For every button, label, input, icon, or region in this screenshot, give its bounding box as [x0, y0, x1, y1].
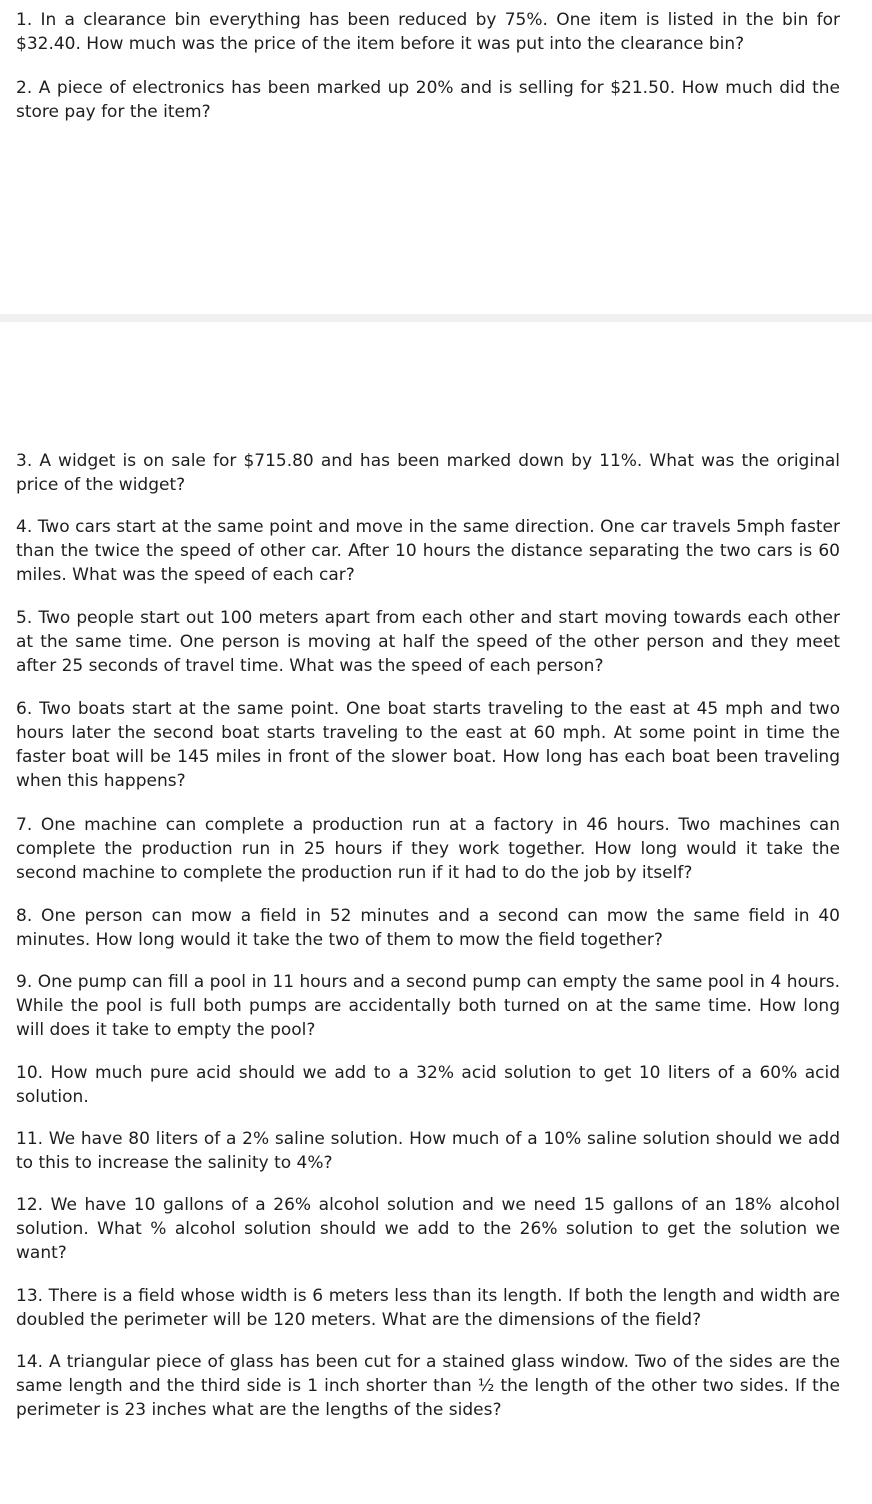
page-separator [0, 314, 872, 322]
problem-10: 10. How much pure acid should we add to a 32% acid solution to get 10 liters of a 60% acid solution. [16, 1063, 840, 1107]
problem-4: 4. Two cars start at the same point and move in the same direction. One car travels 5mph faster than the twice the speed of other car. After 10 hours the distance separating the two cars is 60 miles. What was the speed of each car? [16, 517, 840, 585]
problem-8: 8. One person can mow a field in 52 minutes and a second can mow the same field in 40 minutes. How long would it take the two of them to mow the field together? [16, 906, 840, 950]
problem-2: 2. A piece of electronics has been marked up 20% and is selling for $21.50. How much did the store pay for the item? [16, 78, 840, 122]
problem-14: 14. A triangular piece of glass has been cut for a stained glass window. Two of the sides are the same length and the third side is 1 inch shorter than ½ the length of the other two sides. If the perimeter is 23 inches what are the lengths of the sides? [16, 1352, 840, 1420]
worksheet-page-2 [0, 322, 872, 1504]
problem-6: 6. Two boats start at the same point. One boat starts traveling to the east at 45 mph and two hours later the second boat starts traveling to the east at 60 mph. At some point in time the faster boat will be 145 miles in front of the slower boat. How long has each boat been traveling when this happens? [16, 699, 840, 791]
problem-3: 3. A widget is on sale for $715.80 and has been marked down by 11%. What was the original price of the widget? [16, 451, 840, 495]
problem-12: 12. We have 10 gallons of a 26% alcohol solution and we need 15 gallons of an 18% alcohol solution. What % alcohol solution should we add to the 26% solution to get the solution we want? [16, 1195, 840, 1263]
worksheet-page-1 [0, 0, 872, 314]
problem-11: 11. We have 80 liters of a 2% saline solution. How much of a 10% saline solution should we add to this to increase the salinity to 4%? [16, 1129, 840, 1173]
problem-1: 1. In a clearance bin everything has been reduced by 75%. One item is listed in the bin for $32.40. How much was the price of the item before it was put into the clearance bin? [16, 10, 840, 54]
problem-5: 5. Two people start out 100 meters apart from each other and start moving towards each other at the same time. One person is moving at half the speed of the other person and they meet after 25 seconds of travel time. What was the speed of each person? [16, 608, 840, 676]
problem-13: 13. There is a field whose width is 6 meters less than its length. If both the length and width are doubled the perimeter will be 120 meters. What are the dimensions of the field? [16, 1286, 840, 1330]
problem-7: 7. One machine can complete a production run at a factory in 46 hours. Two machines can complete the production run in 25 hours if they work together. How long would it take the second machine to complete the production run if it had to do the job by itself? [16, 815, 840, 883]
problem-9: 9. One pump can fill a pool in 11 hours and a second pump can empty the same pool in 4 hours. While the pool is full both pumps are accidentally both turned on at the same time. How long will does it take to empty the pool? [16, 972, 840, 1040]
